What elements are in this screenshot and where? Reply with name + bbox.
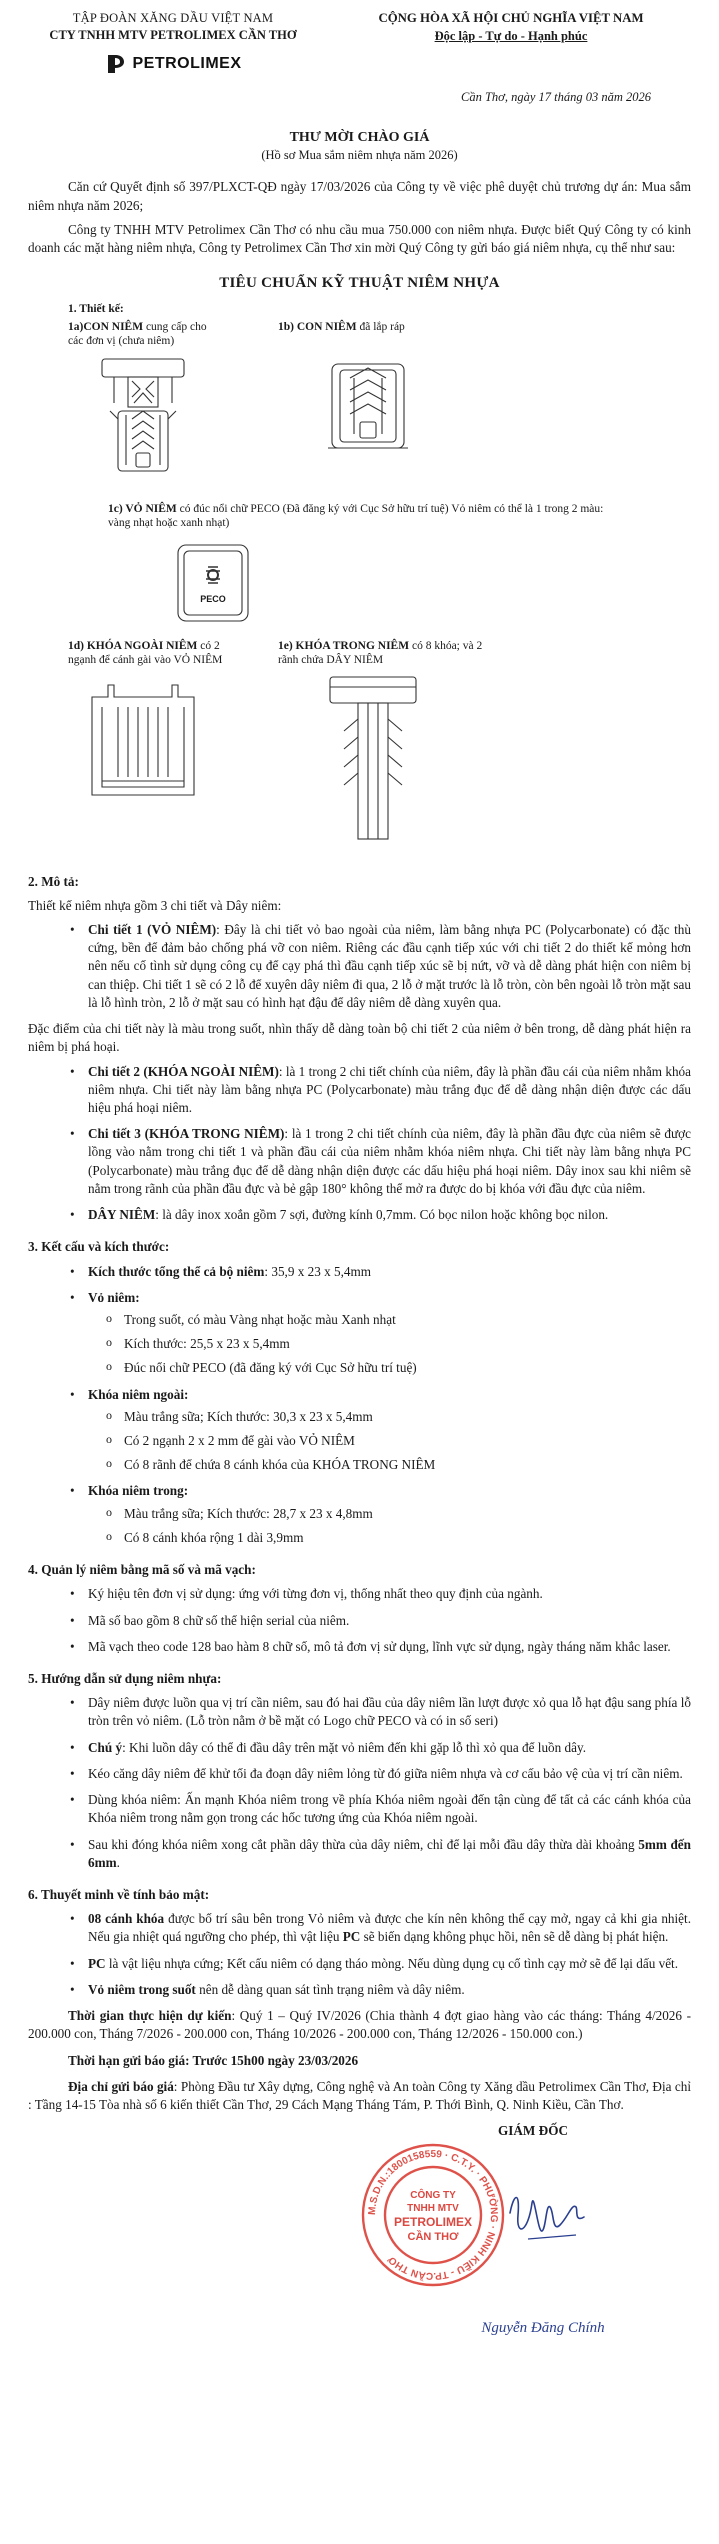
section-4-heading: 4. Quản lý niêm bằng mã số và mã vạch:: [28, 1562, 256, 1578]
handwritten-signature: [498, 2173, 598, 2253]
company-name: CTY TNHH MTV PETROLIMEX CẦN THƠ: [49, 28, 297, 43]
shell-spec: o Trong suốt, có màu Vàng nhạt hoặc màu Xanh nhạt: [124, 1311, 691, 1329]
petrolimex-logo-icon: [104, 53, 126, 75]
section-2-heading: 2. Mô tả:: [28, 873, 79, 889]
logo-wordmark: PETROLIMEX: [132, 54, 242, 72]
usage-item: • Kéo căng dây niêm để khử tối đa đoạn dây niêm lỏng từ đó giữa niêm nhựa và cơ cấu bảo vệ của vị trí cần niêm.: [88, 1765, 691, 1783]
inner-lock-spec: o Có 8 cánh khóa rộng 1 dài 3,9mm: [124, 1529, 691, 1547]
code-item: • Ký hiệu tên đơn vị sử dụng: ứng với từng đơn vị, thống nhất theo quy định của ngành.: [88, 1585, 691, 1603]
detail-2-item: • Chi tiết 2 (KHÓA NGOÀI NIÊM): là 1 trong 2 chi tiết chính của niêm, đây là phần đầu cái của niêm nhằm khóa niêm nhựa. Chi tiết này làm bằng nhựa PC (Polycarbonate) màu trắng đục để dễ dàng nhận diện được các dấu hiệu phá hoại niêm.: [88, 1063, 691, 1118]
figure-1c-caption: 1c) VỎ NIÊM có đúc nổi chữ PECO (Đã đăng ký với Cục Sở hữu trí tuệ) Vỏ niêm có thể là 1 trong 2 màu: vàng nhạt hoặc xanh nhạt): [108, 502, 604, 530]
security-item: • PC là vật liệu nhựa cứng; Kết cấu niêm có dạng tháo mòng. Nếu dùng dụng cụ cố tình cạy mở sẽ để lại dấu vết.: [88, 1955, 691, 1973]
usage-note-item: • Chú ý: Khi luồn dây có thể đi đầu dây trên mặt vỏ niêm đến khi gặp lỗ thì xỏ qua để luồn dây.: [88, 1739, 691, 1757]
outer-lock-spec: o Có 2 ngạnh 2 x 2 mm để gài vào VỎ NIÊM: [124, 1432, 691, 1450]
figure-1e: [278, 639, 488, 859]
detail-1-item: • Chi tiết 1 (VỎ NIÊM): Đây là chi tiết vỏ bao ngoài của niêm, làm bằng nhựa PC (Polycarbonate) có đặc thù cứng, bền để đảm bảo chống phá vỡ con niêm. Riêng các đầu cạnh tiếp xúc với chi tiết 2 do thiết kế mỏng hơn nên nếu cố tình sử dụng công cụ để cạy phá thì đầu cạnh tiếp xúc sẽ bị nứt, vỡ và dễ dàng phát hiện con niêm bị can thiệp. Chi tiết 1 sẽ có 2 lỗ để xuyên dây niêm đi qua, 2 lỗ ở mặt trước là lỗ tròn, còn bên ngoài lỗ tròn mặt sau là lỗ hình tròn, 2 lỗ ở mặt sau có hình hạt đậu để dây niêm dễ dàng xuyên qua.: [88, 921, 691, 1012]
document-date: Cần Thơ, ngày 17 tháng 03 năm 2026: [460, 89, 651, 104]
figure-1b: [278, 320, 478, 490]
national-header: [331, 10, 691, 45]
figure-1d-caption: 1d) KHÓA NGOÀI NIÊM có 2 ngạnh để cánh gài vào VỎ NIÊM: [68, 639, 223, 666]
outer-lock-sublist: [124, 1408, 691, 1475]
seal-ring-text: M.S.D.N.:1800158559 · C.T.Y. · PHƯỜNG · NINH KIỀU - TP.CẦN THƠ: [366, 2149, 500, 2282]
detail-3-item: • Chi tiết 3 (KHÓA TRONG NIÊM): là 1 trong 2 chi tiết chính của niêm, đây là phần đầu đực của niêm sẽ được lồng vào nằm trong chi tiết 1 và phần đầu cái của niêm nhằm khóa niêm nhựa. Chi tiết này làm bằng nhựa PC (Polycarbonate) màu trắng đục để dễ dàng nhận diện được các dấu hiệu phá hoại niêm. Dây inox sau khi niêm sẽ nằm trong rãnh của phần đầu đực và bẻ gập 180° không thể mở ra được do bị khóa với đầu đực của niêm.: [88, 1125, 691, 1198]
seal-wire-item: • DÂY NIÊM: là dây inox xoắn gồm 7 sợi, đường kính 0,7mm. Có bọc nilon hoặc không bọc nilon.: [88, 1206, 691, 1224]
code-list: [88, 1585, 691, 1656]
inner-lock-item: • Khóa niêm trong: o Màu trắng sữa; Kích thước: 28,7 x 23 x 4,8mm o Có 8 cánh khóa rộng 1 dài 3,9mm: [88, 1482, 691, 1547]
usage-list: [88, 1694, 691, 1872]
code-item: • Mã vạch theo code 128 bao hàm 8 chữ số, mô tả đơn vị sử dụng, lĩnh vực sử dụng, ngày tháng năm khắc laser.: [88, 1638, 691, 1656]
section-3-heading: 3. Kết cấu và kích thước:: [28, 1239, 170, 1255]
security-item: • 08 cánh khóa được bố trí sâu bên trong Vỏ niêm và được che kín nên không thể cạy mở, ngay cả khi gia nhiệt. Nếu gia nhiệt quá ngưỡng cho phép, thì vật liệu PC sẽ biến dạng không phục hồi, nên sẽ dễ dàng bị phát hiện.: [88, 1910, 691, 1946]
company-seal: [358, 2140, 508, 2290]
security-list: [88, 1910, 691, 1999]
usage-item: • Sau khi đóng khóa niêm xong cắt phần dây thừa của dây niêm, chỉ để lại mỗi đầu dây thừa dài khoảng 5mm đến 6mm.: [88, 1836, 691, 1872]
inner-lock-sublist: [124, 1505, 691, 1547]
signer-title: GIÁM ĐỐC: [498, 2123, 568, 2139]
usage-item: • Dùng khóa niêm: Ấn mạnh Khóa niêm trong về phía Khóa niêm ngoài đến tận cùng để tất cả các cánh khóa của Khóa niêm trong nằm gọn trong các hốc tương ứng của Khóa niêm ngoài.: [88, 1791, 691, 1827]
intro-paragraph-1: Căn cứ Quyết định số 397/PLXCT-QĐ ngày 17/03/2026 của Công ty về việc phê duyệt chủ trương dự án: Mua sắm niêm nhựa năm 2026;: [28, 179, 691, 213]
design-heading: 1. Thiết kế:: [68, 302, 124, 315]
section-6-heading: 6. Thuyết minh về tính bảo mật:: [28, 1886, 210, 1902]
section-5-heading: 5. Hướng dẫn sử dụng niêm nhựa:: [28, 1671, 222, 1686]
seal-assembled-drawing: [318, 338, 418, 468]
outer-lock-spec: o Màu trắng sữa; Kích thước: 30,3 x 23 x 5,4mm: [124, 1408, 691, 1426]
figure-1a: [68, 320, 218, 490]
outer-lock-drawing: [78, 677, 208, 807]
document-header: [28, 10, 691, 75]
seal-line-3: PETROLIMEX: [393, 2215, 473, 2230]
outer-lock-item: • Khóa niêm ngoài: o Màu trắng sữa; Kích thước: 30,3 x 23 x 5,4mm o Có 2 ngạnh 2 x 2 mm để gài vào VỎ NIÊM o Có 8 rãnh để chứa 8 cánh khóa của KHÓA TRONG NIÊM: [88, 1386, 691, 1475]
schedule-paragraph: Thời gian thực hiện dự kiến: Quý 1 – Quý IV/2026 (Chia thành 4 đợt giao hàng vào các tháng: Tháng 4/2026 - 200.000 con, Tháng 7/2026 - 200.000 con, Tháng 10/2026 - 200.000 con, Tháng 12/2026 - 150.000 con.): [28, 2008, 691, 2042]
security-item: • Vỏ niêm trong suốt nên dễ dàng quan sát tình trạng niêm và dây niêm.: [88, 1981, 691, 1999]
intro-paragraph-2: Công ty TNHH MTV Petrolimex Cần Thơ có nhu cầu mua 750.000 con niêm nhựa. Được biết Quý Công ty có kinh doanh các mặt hàng niêm nhựa, Công ty Petrolimex Cần Thơ xin mời Quý Công ty gửi báo giá niêm nhựa, cụ thể như sau:: [28, 221, 691, 256]
figure-1a-caption: 1a)CON NIÊM cung cấp cho các đơn vị (chưa niêm): [68, 320, 207, 348]
figure-row-1: [68, 320, 691, 490]
seal-line-1: CÔNG TY: [410, 2190, 456, 2202]
parent-organization: TẬP ĐOÀN XĂNG DẦU VIỆT NAM: [72, 11, 274, 25]
description-list-b: [88, 1063, 691, 1225]
inner-lock-drawing: [318, 671, 428, 851]
figure-1c: [108, 502, 628, 627]
shell-spec: o Đúc nổi chữ PECO (đã đăng ký với Cục Sở hữu trí tuệ): [124, 1359, 691, 1377]
outer-lock-spec: o Có 8 rãnh để chứa 8 cánh khóa của KHÓA TRONG NIÊM: [124, 1456, 691, 1474]
seal-line-4: CẦN THƠ: [407, 2231, 459, 2244]
section-2-intro: Thiết kế niêm nhựa gồm 3 chi tiết và Dây niêm:: [28, 897, 282, 913]
national-motto: Độc lập - Tự do - Hạnh phúc: [434, 28, 588, 43]
shell-item: • Vỏ niêm: o Trong suốt, có màu Vàng nhạt hoặc màu Xanh nhạt o Kích thước: 25,5 x 23 x 5,4mm o Đúc nổi chữ PECO (đã đăng ký với Cục Sở hữu trí tuệ): [88, 1289, 691, 1378]
shell-sublist: [124, 1311, 691, 1378]
figure-1e-caption: 1e) KHÓA TRONG NIÊM có 8 khóa; và 2 rãnh chứa DÂY NIÊM: [278, 639, 483, 666]
seal-line-2: TNHH MTV: [407, 2203, 459, 2215]
document-subtitle: (Hồ sơ Mua sắm niêm nhựa năm 2026): [261, 148, 458, 163]
inner-lock-spec: o Màu trắng sữa; Kích thước: 28,7 x 23 x 4,8mm: [124, 1505, 691, 1523]
deadline-paragraph: Thời hạn gửi báo giá: Trước 15h00 ngày 23/03/2026: [68, 2052, 359, 2068]
peco-emboss-text: PECO: [200, 593, 226, 604]
seal-unassembled-drawing: [88, 353, 198, 483]
spec-title: TIÊU CHUẨN KỸ THUẬT NIÊM NHỰA: [219, 275, 500, 292]
overall-size-item: • Kích thước tổng thể cả bộ niêm: 35,9 x 23 x 5,4mm: [88, 1263, 691, 1281]
organization-block: [28, 10, 318, 75]
figure-row-2: [68, 639, 691, 859]
signature-block: [28, 2118, 691, 2368]
description-list-a: [88, 921, 691, 1012]
document-title: THƯ MỜI CHÀO GIÁ: [289, 129, 430, 145]
address-paragraph: Địa chỉ gửi báo giá: Phòng Đầu tư Xây dựng, Công nghệ và An toàn Công ty Xăng dầu Petrolimex Cần Thơ, Địa chỉ : Tầng 14-15 Tòa nhà số 6 kiến thiết Cần Thơ, 29 Cách Mạng Tháng Tám, P. Thới Bình, Q. Ninh Kiều, Cần Thơ.: [28, 2078, 691, 2112]
usage-item: • Dây niêm được luồn qua vị trí cần niêm, sau đó hai đầu của dây niêm lần lượt được xỏ qua lỗ hạt đậu sang phía lỗ tròn trên vỏ niêm. (Lỗ tròn nằm ở bề mặt có Logo chữ PECO và có in số seri): [88, 1694, 691, 1730]
country-name: CỘNG HÒA XÃ HỘI CHỦ NGHĨA VIỆT NAM: [378, 11, 644, 25]
seal-shell-drawing: [168, 537, 258, 627]
shell-spec: o Kích thước: 25,5 x 23 x 5,4mm: [124, 1335, 691, 1353]
signer-name: Nguyễn Đăng Chính: [481, 2320, 605, 2337]
structure-list: [88, 1263, 691, 1548]
figure-1b-caption: 1b) CON NIÊM đã lắp ráp: [278, 320, 405, 333]
petrolimex-logo: [28, 53, 318, 75]
section-2-middle: Đặc điểm của chi tiết này là màu trong suốt, nhìn thấy dễ dàng toàn bộ chi tiết 2 của niêm ở bên trong, dễ dàng phát hiện ra niêm bị phá hoại.: [28, 1021, 691, 1055]
code-item: • Mã số bao gồm 8 chữ số thể hiện serial của niêm.: [88, 1612, 691, 1630]
figure-1d: [68, 639, 248, 859]
